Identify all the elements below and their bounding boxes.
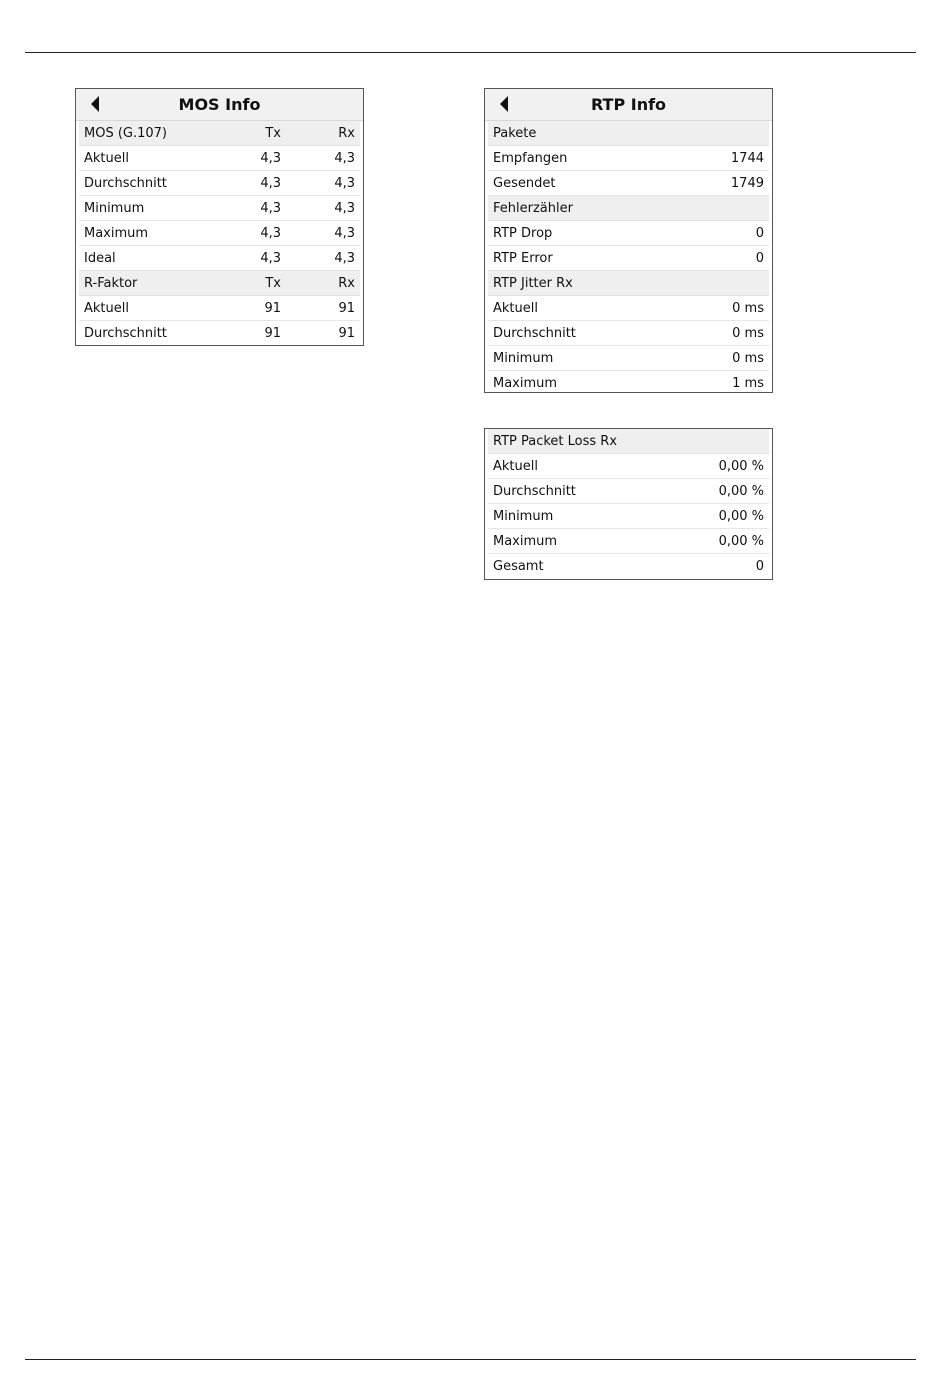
section-label: RTP Jitter Rx	[493, 275, 573, 291]
back-arrow-icon[interactable]	[499, 96, 509, 112]
table-row	[488, 479, 769, 504]
row-label: Aktuell	[493, 300, 538, 316]
page-title: MOS Info	[178, 95, 261, 114]
table-row	[488, 246, 769, 271]
table-row	[488, 146, 769, 171]
row-value: 0 ms	[732, 300, 764, 316]
row-value: 1749	[730, 175, 764, 191]
row-value-tx: 4,3	[260, 225, 281, 241]
row-label: Gesendet	[493, 175, 556, 191]
column-header-tx: Tx	[265, 125, 281, 141]
row-value: 0,00 %	[718, 533, 764, 549]
row-value: 0	[755, 559, 764, 574]
table-row	[79, 321, 360, 346]
mos-info-header	[76, 89, 363, 121]
section-label: R-Faktor	[84, 275, 138, 291]
table-row	[79, 171, 360, 196]
table-row	[488, 504, 769, 529]
jitter-section-header	[488, 271, 769, 296]
column-header-rx: Rx	[338, 275, 355, 291]
table-row	[79, 296, 360, 321]
packet-loss-section-header	[488, 429, 769, 454]
row-value: 0	[755, 225, 764, 241]
row-label: Aktuell	[493, 458, 538, 474]
row-value: 1744	[730, 150, 764, 166]
row-label: Aktuell	[84, 150, 129, 166]
table-row	[79, 221, 360, 246]
row-label: RTP Drop	[493, 225, 553, 241]
row-value-tx: 4,3	[260, 150, 281, 166]
table-row	[488, 554, 769, 579]
row-value-rx: 4,3	[334, 250, 355, 266]
page-title: RTP Info	[590, 95, 667, 114]
packets-section-header	[488, 121, 769, 146]
row-label: RTP Error	[493, 250, 553, 266]
row-value: 1 ms	[732, 376, 764, 391]
table-row	[488, 346, 769, 371]
row-value: 0 ms	[732, 350, 764, 366]
top-rule	[25, 52, 916, 53]
table-row	[488, 454, 769, 479]
r-factor-section-header	[79, 271, 360, 296]
row-value-rx: 4,3	[334, 200, 355, 216]
packet-loss-rows	[485, 429, 772, 579]
table-row	[488, 296, 769, 321]
row-value: 0,00 %	[718, 483, 764, 499]
back-arrow-icon[interactable]	[90, 96, 100, 112]
section-label: RTP Packet Loss Rx	[493, 433, 618, 449]
row-value: 0	[755, 250, 764, 266]
row-value-tx: 4,3	[260, 200, 281, 216]
column-header-tx: Tx	[265, 275, 281, 291]
errors-section-header	[488, 196, 769, 221]
row-label: Durchschnitt	[493, 325, 576, 341]
rtp-packet-loss-panel	[484, 428, 773, 580]
mos-info-panel	[75, 88, 364, 346]
row-label: Durchschnitt	[84, 175, 167, 191]
table-row	[488, 171, 769, 196]
table-row	[488, 321, 769, 346]
row-value-rx: 4,3	[334, 175, 355, 191]
row-value-rx: 4,3	[334, 225, 355, 241]
mos-section-header	[79, 121, 360, 146]
table-row	[79, 196, 360, 221]
row-label: Maximum	[493, 376, 558, 391]
row-label: Maximum	[493, 533, 558, 549]
row-label: Ideal	[84, 250, 116, 266]
row-label: Empfangen	[493, 150, 568, 166]
row-value-tx: 4,3	[260, 175, 281, 191]
table-row	[488, 529, 769, 554]
row-label: Durchschnitt	[84, 326, 167, 341]
row-value-rx: 4,3	[334, 150, 355, 166]
row-label: Maximum	[84, 225, 149, 241]
row-value-tx: 91	[264, 300, 281, 316]
table-row	[488, 221, 769, 246]
row-value: 0 ms	[732, 325, 764, 341]
row-value-rx: 91	[338, 326, 355, 341]
rtp-info-panel	[484, 88, 773, 393]
row-label: Aktuell	[84, 300, 129, 316]
row-label: Durchschnitt	[493, 483, 576, 499]
table-row	[488, 371, 769, 396]
row-label: Minimum	[84, 200, 145, 216]
row-value-rx: 91	[338, 300, 355, 316]
row-value: 0,00 %	[718, 508, 764, 524]
section-label: Fehlerzähler	[493, 200, 573, 216]
rtp-info-rows	[485, 121, 772, 396]
row-value-tx: 4,3	[260, 250, 281, 266]
table-row	[79, 146, 360, 171]
bottom-rule	[25, 1359, 916, 1360]
row-label: Gesamt	[493, 559, 544, 574]
row-label: Minimum	[493, 508, 554, 524]
table-row	[79, 246, 360, 271]
row-value-tx: 91	[264, 326, 281, 341]
row-value: 0,00 %	[718, 458, 764, 474]
section-label: MOS (G.107)	[84, 125, 167, 141]
row-label: Minimum	[493, 350, 554, 366]
section-label: Pakete	[493, 125, 537, 141]
column-header-rx: Rx	[338, 125, 355, 141]
rtp-info-header	[485, 89, 772, 121]
mos-info-rows	[76, 121, 363, 346]
